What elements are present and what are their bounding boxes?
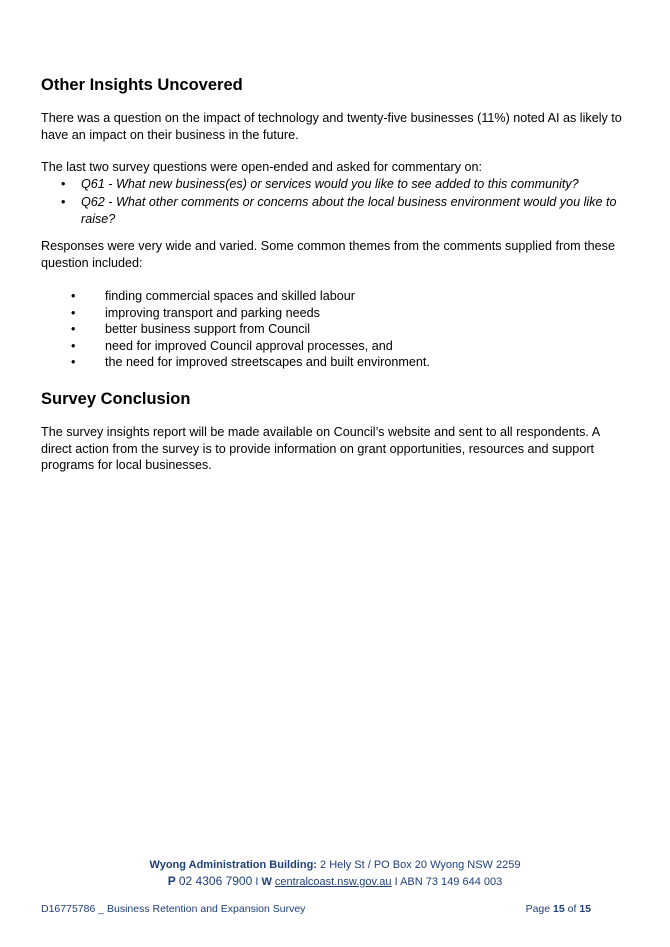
list-item-question-61 (41, 176, 631, 194)
list-item-theme (41, 321, 631, 338)
bullet-icon: • (61, 177, 66, 191)
bullet-icon: • (71, 355, 76, 369)
footer-website-link[interactable]: centralcoast.nsw.gov.au (274, 876, 392, 888)
bullet-icon: • (71, 305, 76, 320)
footer-address: 2 Hely St / PO Box 20 Wyong NSW 2259 (320, 859, 521, 871)
page-total: 15 (579, 903, 591, 915)
question-text: Q61 - What new business(es) or services would you like to see added to this community? (81, 177, 579, 191)
theme-text: finding commercial spaces and skilled labour (105, 289, 355, 303)
document-reference: D16775786 _ Business Retention and Expansion Survey (41, 903, 306, 915)
themes-list (41, 288, 631, 371)
page-current: 15 (553, 903, 565, 915)
theme-text: need for improved Council approval processes, and (105, 338, 393, 353)
list-item-theme (41, 338, 631, 355)
footer-separator: I (255, 876, 259, 888)
page-word: Page (525, 903, 551, 915)
paragraph-responses: Responses were very wide and varied. Some common themes from the comments supplied from these question included: (41, 239, 615, 270)
page-number (526, 903, 591, 916)
footer-web-label: W (261, 876, 272, 888)
paragraph-conclusion: The survey insights report will be made available on Council’s website and sent to all respondents. A direct action from the survey is to provide information on grant opportunities, resources and support programs for local businesses. (41, 425, 600, 472)
paragraph-technology-impact: There was a question on the impact of technology and twenty-five businesses (11%) noted AI as likely to have an impact on their business in the future. (41, 111, 622, 142)
bullet-icon: • (71, 322, 76, 336)
bullet-icon: • (61, 194, 66, 209)
bullet-icon: • (71, 338, 76, 353)
theme-text: improving transport and parking needs (105, 305, 320, 320)
footer-abn: ABN 73 149 644 003 (400, 876, 503, 888)
theme-text: the need for improved streetscapes and built environment. (105, 355, 430, 369)
list-item-theme (41, 288, 631, 305)
list-item-theme (41, 305, 631, 322)
footer-phone: 02 4306 7900 (178, 874, 253, 888)
footer-building-label: Wyong Administration Building: (149, 859, 317, 871)
section-heading-other-insights: Other Insights Uncovered (41, 76, 243, 94)
footer-phone-label: P (167, 874, 176, 888)
footer-contact-line (0, 874, 670, 889)
bullet-icon: • (71, 289, 76, 303)
theme-text: better business support from Council (105, 322, 311, 336)
page-of: of (567, 903, 577, 915)
section-heading-survey-conclusion: Survey Conclusion (41, 390, 191, 408)
footer-separator: I (394, 876, 398, 888)
list-item-theme (41, 354, 631, 371)
list-item-question-62 (41, 194, 631, 229)
paragraph-open-ended-intro: The last two survey questions were open-ended and asked for commentary on: (41, 160, 483, 174)
question-list (41, 176, 631, 229)
footer-address-line (0, 858, 670, 872)
question-text: Q62 - What other comments or concerns about the local business environment would you like to raise? (81, 194, 617, 226)
